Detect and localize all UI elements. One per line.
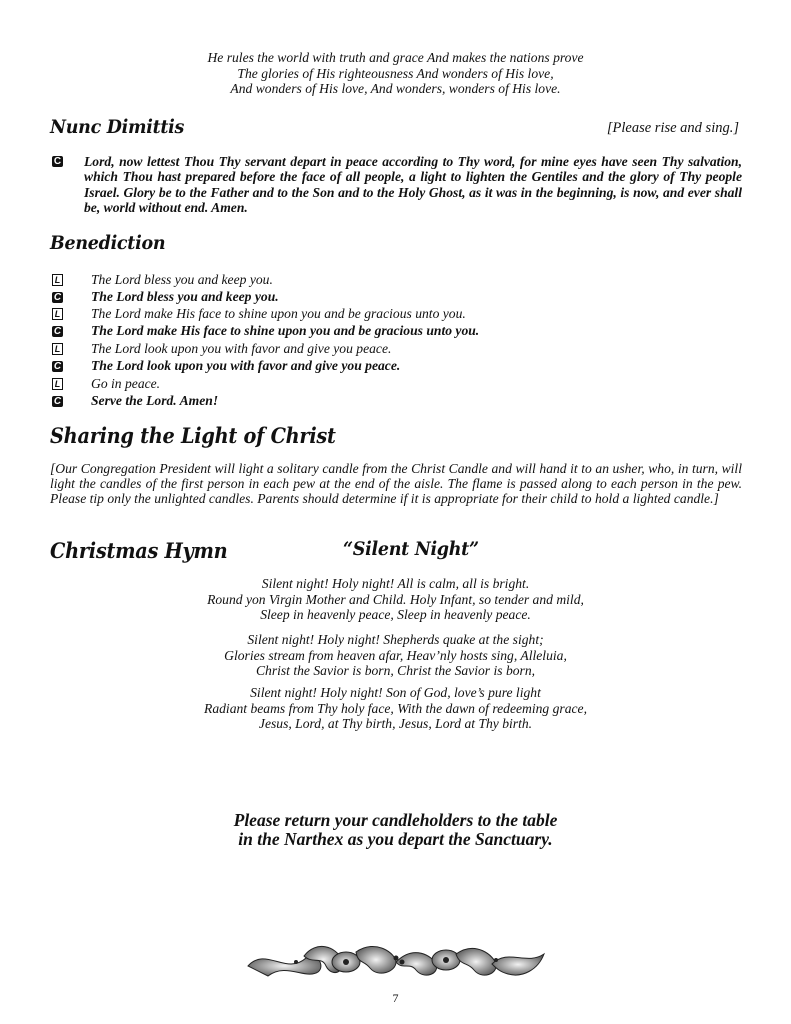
sharing-light-heading: Sharing the Light of Christ (50, 423, 336, 448)
closing-line: in the Narthex as you depart the Sanctuary. (238, 829, 553, 849)
holly-garland-icon (246, 936, 546, 984)
benediction-line (52, 289, 279, 305)
benediction-text: The Lord bless you and keep you. (91, 272, 273, 287)
benediction-line (52, 323, 479, 339)
hymn-verse (0, 685, 791, 732)
benediction-text: Go in peace. (91, 376, 161, 391)
closing-line: Please return your candleholders to the table (233, 810, 558, 830)
benediction-line (52, 306, 466, 322)
leader-marker-icon: L (52, 378, 63, 390)
hymn-verse (0, 632, 791, 679)
benediction-heading: Benediction (50, 232, 166, 254)
nunc-dimittis-text: Lord, now lettest Thou Thy servant depart in peace according to Thy word, for mine eyes have seen Thy salvation, which Thou hast prepared before the face of all people, a light to lighten the Gentiles and the glory of Thy people Israel. Glory be to the Father and to the Son and to the Holy Ghost, as it was in the beginning, is now, and ever shall be, world without end. Amen. (84, 154, 742, 215)
leader-marker-icon: L (52, 274, 63, 286)
benediction-text: Serve the Lord. Amen! (91, 393, 219, 408)
benediction-line (52, 358, 400, 374)
closing-note (0, 811, 791, 849)
benediction-line (52, 393, 218, 409)
congregation-marker-icon: C (53, 156, 62, 167)
page-number: 7 (392, 991, 399, 1005)
christmas-hymn-heading: Christmas Hymn (50, 538, 228, 563)
benediction-text: The Lord bless you and keep you. (91, 289, 279, 304)
verse-line: Sleep in heavenly peace, Sleep in heavenly peace. (260, 607, 531, 622)
benediction-text: The Lord look upon you with favor and give you peace. (91, 341, 392, 356)
candle-instructions: [Our Congregation President will light a solitary candle from the Christ Candle and will hand it to an usher, who, in turn, will light the candles of the first person in each pew at the end of the aisle. The flame is passed along to each person in the pew. Please tip only the unlighted candles. Parents should determine if it is appropriate for their child to hold a lighted candle.] (50, 461, 742, 507)
verse-line: Silent night! Holy night! Son of God, love’s pure light (250, 685, 541, 700)
verse-line: Glories stream from heaven afar, Heav’nly hosts sing, Alleluia, (224, 647, 567, 663)
benediction-text: The Lord make His face to shine upon you and be gracious unto you. (91, 306, 466, 321)
benediction-text: The Lord make His face to shine upon you and be gracious unto you. (91, 323, 480, 338)
top-verse (0, 50, 791, 97)
leader-marker-icon: L (52, 343, 63, 355)
verse-line: He rules the world with truth and grace And makes the nations prove (207, 50, 584, 65)
congregation-marker-icon: C (53, 360, 62, 372)
hymn-verse (0, 576, 791, 623)
verse-line: And wonders of His love, And wonders, wonders of His love. (230, 81, 561, 96)
hymn-name: “Silent Night” (343, 538, 479, 560)
nunc-dimittis-heading: Nunc Dimittis (50, 116, 185, 138)
verse-line: Round yon Virgin Mother and Child. Holy Infant, so tender and mild, (207, 591, 584, 607)
verse-line: The glories of His righteousness And wonders of His love, (237, 65, 554, 81)
rubric-rise-and-sing: [Please rise and sing.] (606, 120, 739, 136)
benediction-line (52, 272, 273, 288)
verse-line: Radiant beams from Thy holy face, With the dawn of redeeming grace, (204, 700, 587, 716)
verse-line: Jesus, Lord, at Thy birth, Jesus, Lord at Thy birth. (258, 716, 533, 731)
benediction-line (52, 341, 391, 357)
verse-line: Silent night! Holy night! All is calm, all is bright. (261, 576, 530, 591)
verse-line: Silent night! Holy night! Shepherds quake at the sight; (247, 632, 544, 647)
benediction-text: The Lord look upon you with favor and give you peace. (91, 358, 401, 373)
congregation-marker-icon: C (53, 325, 62, 337)
verse-line: Christ the Savior is born, Christ the Savior is born, (255, 663, 536, 678)
leader-marker-icon: L (52, 308, 63, 320)
congregation-marker-icon: C (53, 395, 62, 407)
benediction-line (52, 376, 160, 392)
congregation-marker-icon: C (53, 291, 62, 303)
